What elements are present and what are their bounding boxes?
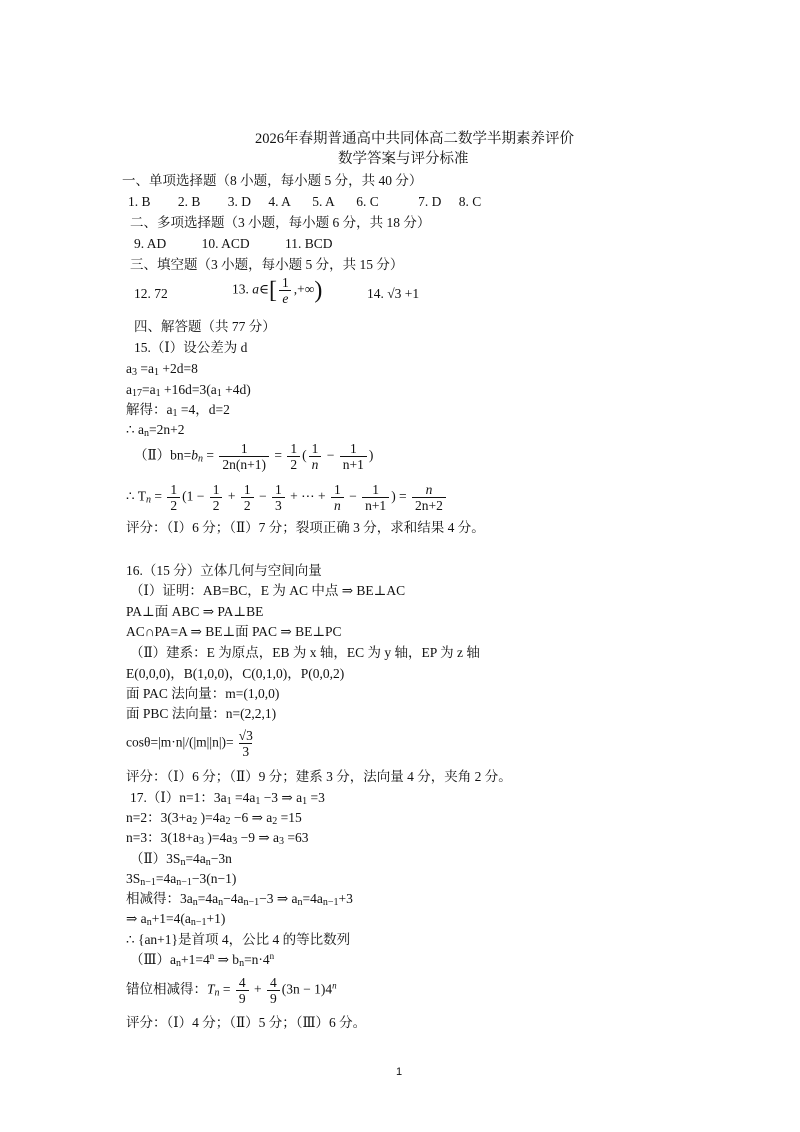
answer-13: 13. a∈[ $\frac{1}{e}$ ,+∞)	[232, 275, 323, 306]
answer-3: 3. D	[227, 194, 252, 209]
answer-6: 6. C	[356, 194, 379, 209]
q16-line-8: 面 PBC 法向量：n=(2,2,1)	[126, 706, 277, 721]
q15-part2-bn: $(Ⅱ)bn=b_n$ = $\frac{1}{2n(n+1)}$ = $\frac{1}{2}$ ( $\frac{1}{n}$ − $\frac{1}{n+1}$ )	[134, 441, 374, 472]
section-2-header: 二、多项选择题（3 小题，每小题 6 分，共 18 分）	[130, 215, 431, 230]
q17-line-7: ⇒ $a_n+1=4(a_{n-1}+1)$	[126, 911, 226, 928]
answer-7: 7. D	[418, 194, 442, 209]
q15-part1-heading: 15.（Ⅰ）设公差为 d	[134, 340, 248, 355]
q17-scoring: 评分：（Ⅰ）4 分；（Ⅱ）5 分；（Ⅲ）6 分。	[126, 1015, 367, 1030]
section-4-header: 四、解答题（共 77 分）	[134, 319, 276, 334]
q17-line-3: n=3：$3(18+a_3$ )$=4a_3 -9$ ⇒ $a_3 =63$	[126, 830, 309, 847]
page-number: 1	[396, 1066, 403, 1078]
q17-line-2: n=2：$3(3+a_2$ )$=4a_2 -6$ ⇒ $a_2 =15$	[126, 810, 302, 827]
q15-sum-tn: ∴ $T_n$ = $\frac{1}{2}$ (1 − $\frac{1}{2}$ + $\frac{1}{2}$ − $\frac{1}{3}$ + ⋯ + $\frac{1}{n}$ − $\frac{1}{n+1}$ ) = $\frac{n}{2n+2}$	[126, 482, 448, 513]
answer-14: 14. √3 +1	[367, 286, 420, 301]
q17-line-8: ∴ {an+1}是首项 4，公比 4 的等比数列	[126, 932, 351, 947]
q15-line-a17: $a_{17}=a_1 +16d=3(a_1 +4d)$	[126, 382, 251, 399]
q16-cos-line: cosθ=|m·n|/(|m||n|)= $\frac{√3}{3}$	[126, 728, 253, 759]
answer-12: 12. 72	[134, 286, 168, 301]
answer-10: 10. ACD	[201, 236, 250, 251]
q16-line-4: AC∩PA=A ⇒ BE⊥面 PAC ⇒ BE⊥PC	[126, 624, 342, 639]
answer-1: 1. B	[128, 194, 151, 209]
q16-line-6: E(0,0,0)，B(1,0,0)，C(0,1,0)，P(0,0,2)	[126, 666, 345, 681]
section-1-header: 一、单项选择题（8 小题，每小题 5 分，共 40 分）	[122, 173, 423, 188]
answer-11: 11. BCD	[285, 236, 333, 251]
q16-heading: 16.（15 分）立体几何与空间向量	[126, 563, 322, 578]
q16-scoring: 评分：（Ⅰ）6 分；（Ⅱ）9 分；建系 3 分，法向量 4 分，夹角 2 分。	[126, 769, 512, 784]
answer-2: 2. B	[177, 194, 201, 209]
q16-line-3: PA⊥面 ABC ⇒ PA⊥BE	[126, 604, 264, 619]
answer-8: 8. C	[458, 194, 482, 209]
q16-line-7: 面 PAC 法向量：m=(1,0,0)	[126, 686, 280, 701]
answer-5: 5. A	[312, 194, 335, 209]
q17-line-10: 错位相减得：$T_n$ = $\frac{4}{9}$ + $\frac{4}{9}$ $(3n - 1)4^n$	[126, 975, 337, 1006]
q17-line-6: 相减得：$3a_n=4a_n-4a_{n-1}-3$ ⇒ $a_n=4a_{n-1}+3$	[126, 891, 353, 908]
q17-line-1: 17.（Ⅰ）n=1：$3a_1 =4a_1 -3$ ⇒ $a_1 =3$	[130, 790, 325, 807]
q17-line-9: $(Ⅲ)a_n+1=4^n$ ⇒ $b_n=n\cdot 4^n$	[130, 951, 275, 969]
q17-line-5: $3S_{n-1}=4a_{n-1}-3(n-1)$	[126, 871, 237, 888]
q15-scoring: 评分：（Ⅰ）6 分；（Ⅱ）7 分；裂项正确 3 分，求和结果 4 分。	[126, 520, 485, 535]
section-2-answers	[134, 235, 333, 253]
section-1-answers	[128, 193, 481, 211]
answer-9: 9. AD	[134, 236, 167, 251]
page-subtitle: 数学答案与评分标准	[338, 151, 469, 167]
q15-solution: 解得：$a_1 =4$，d=2	[126, 402, 230, 419]
q16-line-5: （Ⅱ）建系：E 为原点，EB 为 x 轴，EC 为 y 轴，EP 为 z 轴	[130, 645, 480, 660]
q17-line-4: $(Ⅱ)3S_n=4a_n-3n$	[130, 851, 232, 868]
answer-4: 4. A	[268, 194, 291, 209]
q16-line-2: （Ⅰ）证明：AB=BC，E 为 AC 中点 ⇒ BE⊥AC	[130, 583, 406, 598]
q15-line-a3: $a_3 =a_1 +2d=8$	[126, 361, 198, 378]
q15-general-term: ∴ $a_n=2n+2$	[126, 422, 185, 439]
section-3-header: 三、填空题（3 小题，每小题 5 分，共 15 分）	[130, 257, 404, 272]
page-title: 2026年春期普通高中共同体高二数学半期素养评价	[255, 131, 574, 147]
